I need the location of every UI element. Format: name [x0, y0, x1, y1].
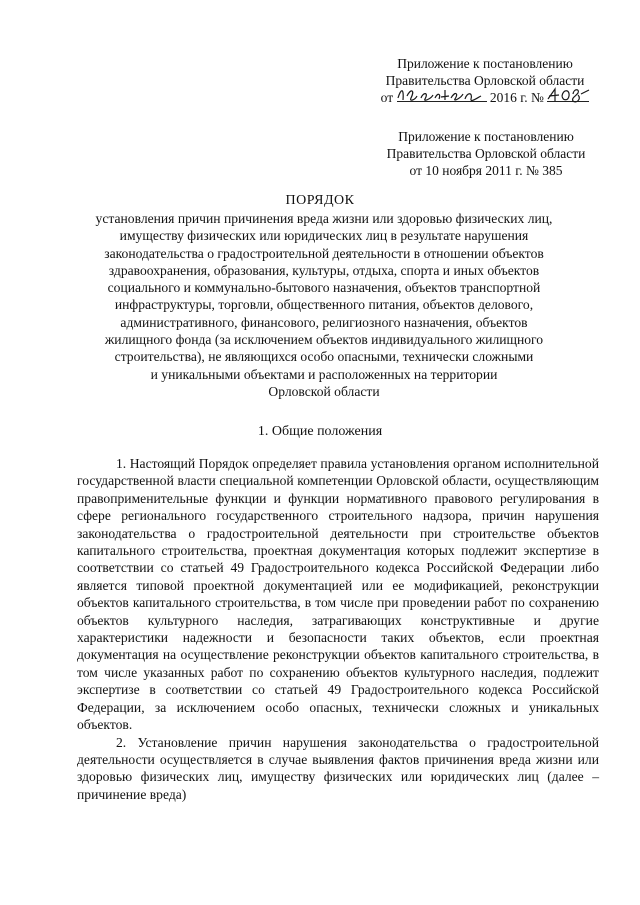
subtitle-line: жилищного фонда (за исключением объектов индивидуального жилищного: [104, 332, 544, 348]
date-prefix: от: [380, 90, 394, 105]
subtitle-line: строительства), не являющихся особо опасными, технически сложными: [114, 349, 534, 365]
header-old-line1: Приложение к постановлению: [398, 129, 574, 144]
subtitle-line: инфраструктуры, торговли, общественного питания, объектов делового,: [114, 297, 534, 313]
subtitle-line: социального и коммунально-бытового назначения, объектов транспортной: [107, 280, 541, 296]
handwritten-number-signature: [545, 84, 591, 106]
document-title: ПОРЯДОК: [285, 193, 355, 208]
header-old-line2: Правительства Орловской области: [386, 146, 586, 161]
header-new-resolution: [365, 55, 605, 106]
header-new-line2: Правительства Орловской области: [385, 73, 585, 88]
document-subtitle: [78, 210, 570, 400]
header-old-line3: от 10 ноября 2011 г. № 385: [409, 163, 563, 178]
subtitle-line: законодательства о градостроительной деятельности в отношении объектов: [104, 245, 544, 261]
header-new-date-row: [365, 89, 605, 106]
subtitle-line: Орловской области: [268, 383, 380, 399]
subtitle-line: здравоохранения, образования, культуры, отдыха, спорта и иных объектов: [108, 262, 540, 278]
paragraph: 2. Установление причин нарушения законодательства о градостроительной деятельности осуществляется в случае выявления фактов причинения вреда жизни или здоровью физических лиц, имуществу физических или юридических лиц (далее – причинение вреда): [77, 734, 599, 802]
handwritten-date-signature: [395, 84, 489, 106]
date-year: 2016 г. №: [489, 90, 544, 105]
handwritten-number: [547, 89, 589, 106]
paragraph: 1. Настоящий Порядок определяет правила установления органом исполнительной государственной власти специальной компетенции Орловской области, осуществляющим правоприменительные функции и функции нормативного правового регулирования в сфере регионального государственного строительного надзора, причин нарушения законодательства о градостроительной деятельности при строительстве объектов капитального строительства, проектная документация которых подлежит экспертизе в соответствии со статьей 49 Градостроительного кодекса Российской Федерации либо является типовой проектной документацией или ее модификацией, реконструкции объектов капитального строительства, в том числе при проведении работ по сохранению объектов культурного наследия, затрагивающих конструктивные и другие характеристики надежности и безопасности таких объектов, если проектная документация на осуществление реконструкции объектов капитального строительства, в том числе указанных работ по сохранению объектов культурного наследия, подлежит экспертизе в соответствии со статьей 49 Градостроительного кодекса Российской Федерации, за исключением особо опасных, технически сложных и уникальных объектов.: [77, 456, 599, 733]
subtitle-line: установления причин причинения вреда жизни или здоровью физических лиц,: [95, 211, 553, 226]
header-old-resolution: [363, 128, 609, 179]
section-heading: 1. Общие положения: [257, 424, 383, 439]
subtitle-line: административного, финансового, религиозного назначения, объектов: [120, 314, 528, 330]
handwritten-date: [397, 89, 487, 106]
subtitle-line: имуществу физических или юридических лиц в результате нарушения: [119, 228, 529, 244]
subtitle-line: и уникальными объектами и расположенных на территории: [150, 366, 498, 382]
header-new-line1: Приложение к постановлению: [397, 56, 573, 71]
document-body: [77, 455, 599, 803]
